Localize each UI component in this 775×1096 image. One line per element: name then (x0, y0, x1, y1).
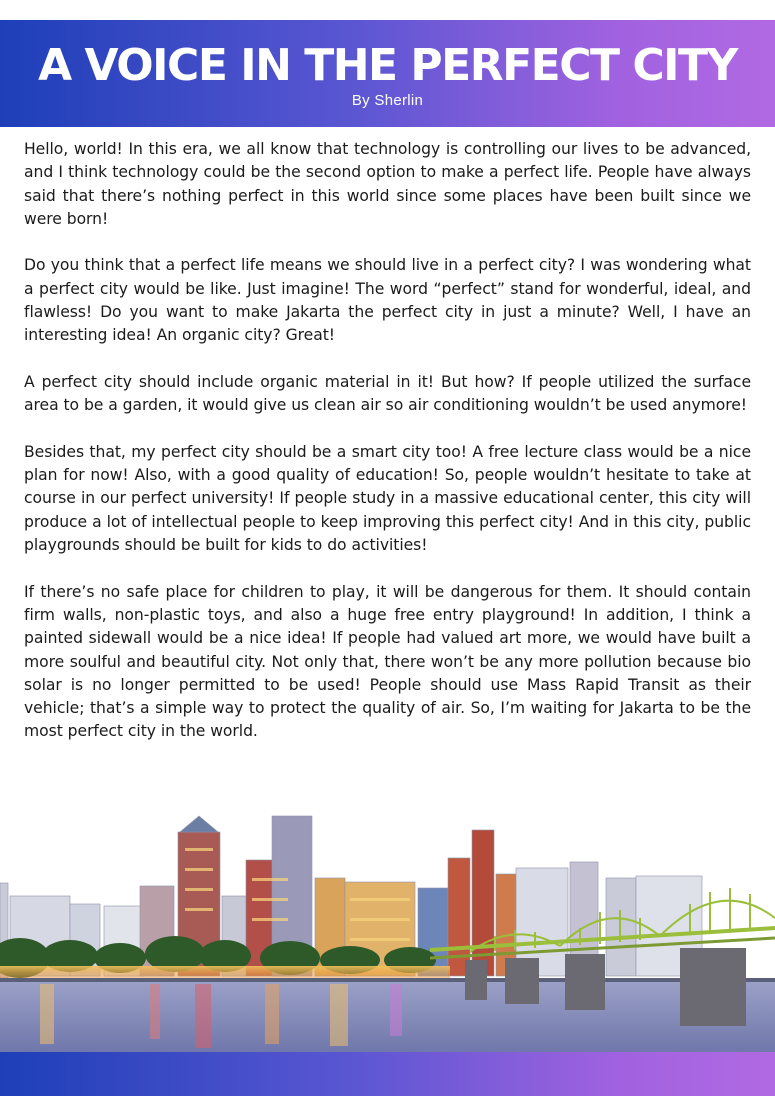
river-water (0, 982, 775, 1053)
city-skyline-bridge-icon (0, 808, 775, 1053)
footer-banner (0, 1052, 775, 1096)
top-margin (0, 0, 775, 20)
title-banner (0, 20, 775, 127)
paragraph-3: A perfect city should include organic material in it! But how? If people utilized the surface area to be a garden, it would give us clean air so air conditioning wouldn’t be used anymore! (24, 372, 751, 415)
paragraph-4: Besides that, my perfect city should be a smart city too! A free lecture class would be a nice plan for now! Also, with a good quality of education! So, people wouldn’t hesitate to take at course in our perfect university! If people study in a massive educational center, this city will produce a lot of intellectual people to keep improving this perfect city! And in this city, public playgrounds should be built for kids to do activities! (24, 442, 751, 555)
paragraph-2: Do you think that a perfect life means we should live in a perfect city? I was wondering what a perfect city would be like. Just imagine! The word “perfect” stand for wonderful, ideal, and flawless! Do you want to make Jakarta the perfect city in just a minute? Well, I have an interesting idea! An organic city? Great! (24, 256, 751, 345)
page-title: A VOICE IN THE PERFECT CITY (38, 40, 737, 91)
shore-lights (0, 966, 450, 980)
paragraph-5: If there’s no safe place for children to play, it will be dangerous for them. It should contain firm walls, non-plastic toys, and also a huge free entry playground! In addition, I think a painted sidewall would be a nice idea! If people had valued art more, we would have built a more soulful and beautiful city. Not only that, there won’t be any more pollution because bio solar is no longer permitted to be used! People should use Mass Rapid Transit as their vehicle; that’s a simple way to protect the quality of air. So, I’m waiting for Jakarta to be the most perfect city in the world. (24, 582, 751, 741)
paragraph-1: Hello, world! In this era, we all know that technology is controlling our lives to be advanced, and I think technology could be the second option to make a perfect life. People have always said that there’s nothing perfect in this world since some places have been built since we were born! (24, 140, 751, 228)
embankment (0, 978, 775, 982)
article-body (24, 138, 751, 767)
author-byline: By Sherlin (351, 92, 424, 109)
